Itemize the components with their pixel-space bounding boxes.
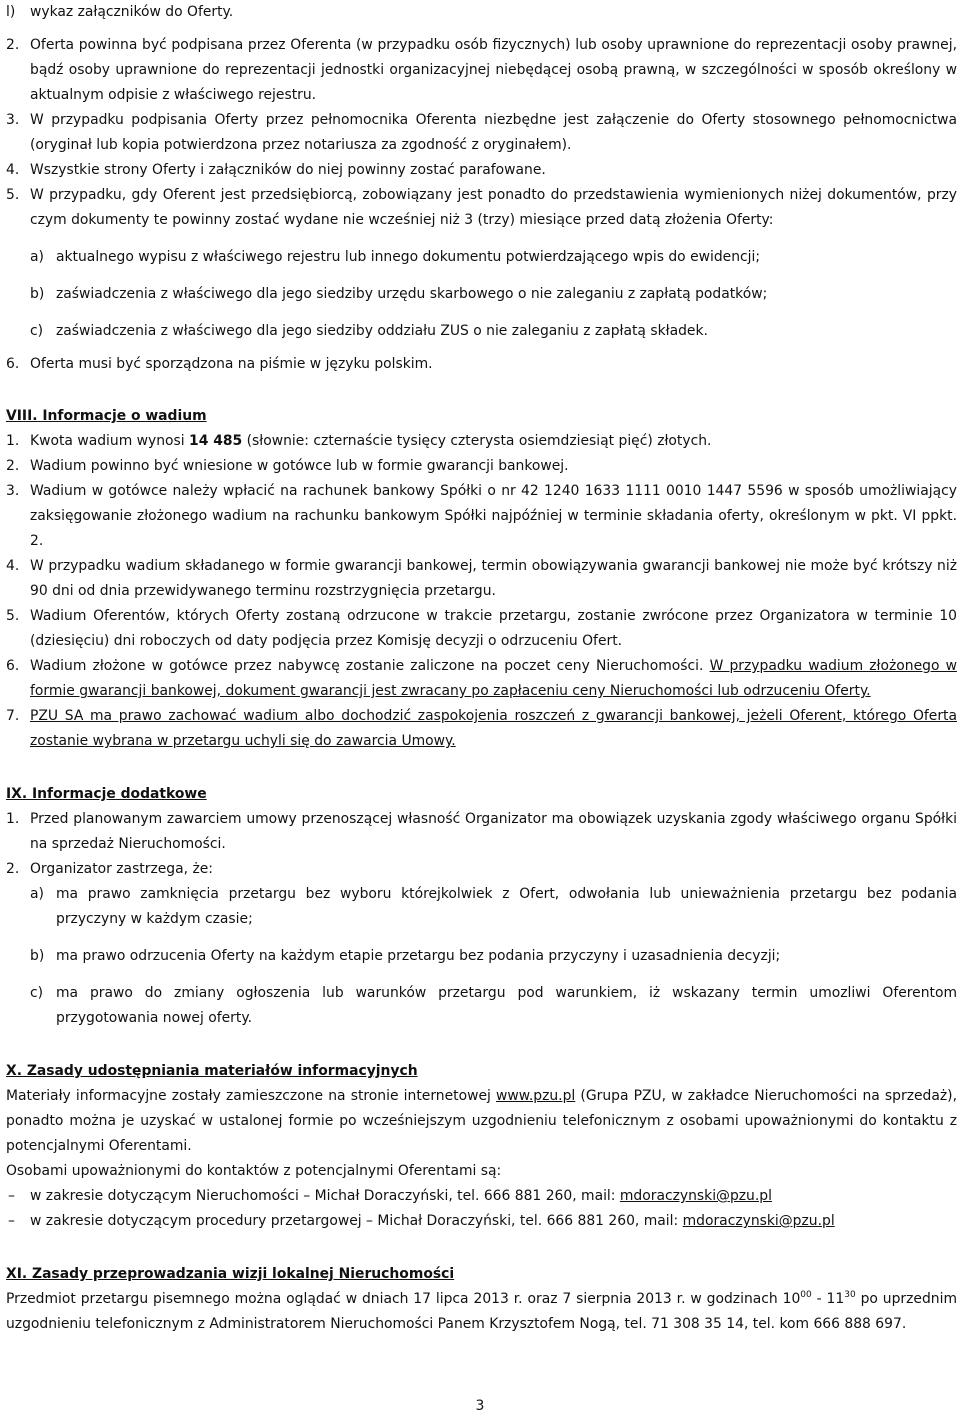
sub-list-item-text: ma prawo odrzucenia Oferty na każdym etapie przetargu bez podania przyczyny i uzasadnienia decyzji;: [56, 948, 781, 964]
dash-marker: –: [8, 1188, 15, 1204]
list-marker: l): [6, 4, 16, 20]
section-heading: XI. Zasady przeprowadzania wizji lokalnej Nieruchomości: [6, 1266, 455, 1282]
sub-list-marker: c): [30, 323, 44, 339]
paragraph-text: Przedmiot przetargu pisemnego można oglądać w dniach 17 lipca 2013 r. oraz 7 sierpnia 2013 r. w godzinach 10: [6, 1291, 801, 1307]
list-number: 6.: [6, 658, 20, 674]
list-item-text: Wadium Oferentów, których Oferty zostaną odrzucone w trakcie przetargu, zostanie zwrócone przez Organizatora w terminie 10 (dziesięciu) dni roboczych od daty podjęcia przez Komisję decyzji o odrzuceniu Ofert.: [30, 608, 957, 649]
list-item: [6, 429, 957, 454]
sub-list-item-text: ma prawo do zmiany ogłoszenia lub warunków przetargu pod warunkiem, iż wskazany termin umozliwi Oferentom przygotowania nowej oferty.: [56, 985, 957, 1026]
list-item-text: Kwota wadium wynosi: [30, 433, 190, 449]
wadium-amount: 14 485: [189, 433, 243, 449]
list-item: [6, 352, 957, 377]
paragraph-text: - 11: [811, 1291, 845, 1307]
list-item-text: Wadium w gotówce należy wpłacić na rachunek bankowy Spółki o nr 42 1240 1633 1111 0010 1447 5596 w sposób umożliwiający zaksięgowanie złożonego wadium na rachunku bankowym Spółki najpóźniej w terminie składania oferty, określonym w pkt. VI ppkt. 2.: [30, 483, 957, 549]
sub-list-item: [6, 282, 957, 307]
page-number: 3: [475, 1398, 485, 1414]
list-item: [6, 158, 957, 183]
contact-item: [6, 1209, 957, 1234]
list-item: [6, 604, 957, 654]
list-item-text: Organizator zastrzega, że:: [30, 861, 213, 877]
sub-list-item: [6, 245, 957, 270]
sub-list-item: [6, 319, 957, 344]
list-item-text: wykaz załączników do Oferty.: [30, 4, 234, 20]
section-heading: X. Zasady udostępniania materiałów informacyjnych: [6, 1063, 418, 1079]
list-number: 2.: [6, 458, 20, 474]
paragraph: [6, 1084, 957, 1159]
list-item: [6, 33, 957, 108]
list-item-text: Oferta musi być sporządzona na piśmie w języku polskim.: [30, 356, 433, 372]
list-item: [6, 108, 957, 158]
dash-marker: –: [8, 1213, 15, 1229]
list-item: [6, 554, 957, 604]
paragraph: Osobami upoważnionymi do kontaktów z potencjalnymi Oferentami są:: [6, 1163, 502, 1179]
sub-list-marker: a): [30, 249, 44, 265]
sub-list-item-text: ma prawo zamknięcia przetargu bez wyboru którejkolwiek z Ofert, odwołania lub unieważnienia przetargu bez podania przyczyny w każdym czasie;: [56, 886, 957, 927]
sub-list-item-text: aktualnego wypisu z właściwego rejestru lub innego dokumentu potwierdzającego wpis do ewidencji;: [56, 249, 761, 265]
list-number: 2.: [6, 861, 20, 877]
list-item: [6, 857, 957, 882]
list-item-text: W przypadku, gdy Oferent jest przedsiębiorcą, zobowiązany jest ponadto do przedstawienia wymienionych niżej dokumentów, przy czym dokumenty te powinny zostać wydane nie wcześniej niż 3 (trzy) miesiące przed datą złożenia Oferty:: [30, 187, 957, 228]
underlined-text: W przypadku wadium złożonego w formie gwarancji bankowej, dokument gwarancji jest zwracany po zapłaceniu ceny Nieruchomości lub odrzuceniu Oferty.: [30, 658, 957, 699]
list-item-text: Przed planowanym zawarciem umowy przenoszącej własność Organizator ma obowiązek uzyskania zgody właściwego organu Spółki na sprzedaż Nieruchomości.: [30, 811, 957, 852]
list-item-text: (słownie: czternaście tysięcy czterysta osiemdziesiąt pięć) złotych.: [242, 433, 712, 449]
list-number: 6.: [6, 356, 20, 372]
list-number: 5.: [6, 187, 20, 203]
paragraph-text: po uprzednim uzgodnieniu telefonicznym z Administratorem Nieruchomości Panem Krzysztofem Nogą, tel. 71 308 35 14, tel. kom 666 888 697.: [6, 1291, 957, 1332]
document-page: [6, 0, 957, 1337]
contact-item: [6, 1184, 957, 1209]
list-item-text: Oferta powinna być podpisana przez Oferenta (w przypadku osób fizycznych) lub osoby uprawnione do reprezentacji osoby prawnej, bądź osoby uprawnione do reprezentacji jednostki organizacyjnej niebędącej osobą prawną, w szczególności w sposób określony w aktualnym odpisie z właściwego rejestru.: [30, 37, 957, 103]
paragraph: [6, 1287, 957, 1337]
sub-list-marker: c): [30, 985, 44, 1001]
section-heading: IX. Informacje dodatkowe: [6, 786, 207, 802]
list-item: [6, 654, 957, 704]
email-link[interactable]: mdoraczynski@pzu.pl: [682, 1213, 835, 1229]
list-number: 1.: [6, 433, 20, 449]
list-item-text: W przypadku podpisania Oferty przez pełnomocnika Oferenta niezbędne jest załączenie do Oferty stosownego pełnomocnictwa (oryginał lub kopia potwierdzona przez notariusza za zgodność z oryginałem).: [30, 112, 957, 153]
list-item: [6, 807, 957, 857]
list-number: 1.: [6, 811, 20, 827]
list-item-text: W przypadku wadium składanego w formie gwarancji bankowej, termin obowiązywania gwarancji bankowej nie może być krótszy niż 90 dni od dnia przewidywanego terminu rozstrzygnięcia przetargu.: [30, 558, 957, 599]
list-item: [6, 479, 957, 554]
contact-text: w zakresie dotyczącym procedury przetargowej – Michał Doraczyński, tel. 666 881 260, mail:: [30, 1213, 683, 1229]
list-number: 2.: [6, 37, 20, 53]
list-number: 5.: [6, 608, 20, 624]
list-item: [6, 183, 957, 233]
section-heading: VIII. Informacje o wadium: [6, 408, 207, 424]
superscript: 30: [844, 1290, 856, 1300]
email-link[interactable]: mdoraczynski@pzu.pl: [619, 1188, 772, 1204]
sub-list-item-text: zaświadczenia z właściwego dla jego siedziby oddziału ZUS o nie zaleganiu z zapłatą składek.: [56, 323, 708, 339]
website-link[interactable]: www.pzu.pl: [496, 1088, 576, 1104]
superscript: 00: [800, 1290, 812, 1300]
sub-list-item: [6, 882, 957, 932]
contact-text: w zakresie dotyczącym Nieruchomości – Michał Doraczyński, tel. 666 881 260, mail:: [30, 1188, 620, 1204]
sub-list-item: [6, 944, 957, 969]
list-item-text: Wszystkie strony Oferty i załączników do niej powinny zostać parafowane.: [30, 162, 546, 178]
sub-list-item: [6, 981, 957, 1031]
list-number: 3.: [6, 112, 20, 128]
paragraph-text: (Grupa PZU, w zakładce Nieruchomości na sprzedaż), ponadto można je uzyskać w ustalonej formie po wcześniejszym uzgodnieniu telefonicznym z osobami upoważnionymi do kontaktu z potencjalnymi Oferentami.: [6, 1088, 957, 1154]
list-item: [6, 704, 957, 754]
paragraph-text: Materiały informacyjne zostały zamieszczone na stronie internetowej: [6, 1088, 497, 1104]
sub-list-marker: a): [30, 886, 44, 902]
sub-list-marker: b): [30, 948, 45, 964]
list-item-text: Wadium złożone w gotówce przez nabywcę zostanie zaliczone na poczet ceny Nieruchomości.: [30, 658, 710, 674]
sub-list-marker: b): [30, 286, 45, 302]
sub-list-item-text: zaświadczenia z właściwego dla jego siedziby urzędu skarbowego o nie zaleganiu z zapłatą podatków;: [56, 286, 768, 302]
list-item: [6, 0, 957, 25]
list-item-text: Wadium powinno być wniesione w gotówce lub w formie gwarancji bankowej.: [30, 458, 569, 474]
list-item: [6, 454, 957, 479]
list-number: 4.: [6, 558, 20, 574]
list-number: 4.: [6, 162, 20, 178]
underlined-text: PZU SA ma prawo zachować wadium albo dochodzić zaspokojenia roszczeń z gwarancji bankowej, jeżeli Oferent, którego Oferta zostanie wybrana w przetargu uchyli się do zawarcia Umowy.: [30, 708, 957, 749]
list-number: 3.: [6, 483, 20, 499]
list-number: 7.: [6, 708, 20, 724]
